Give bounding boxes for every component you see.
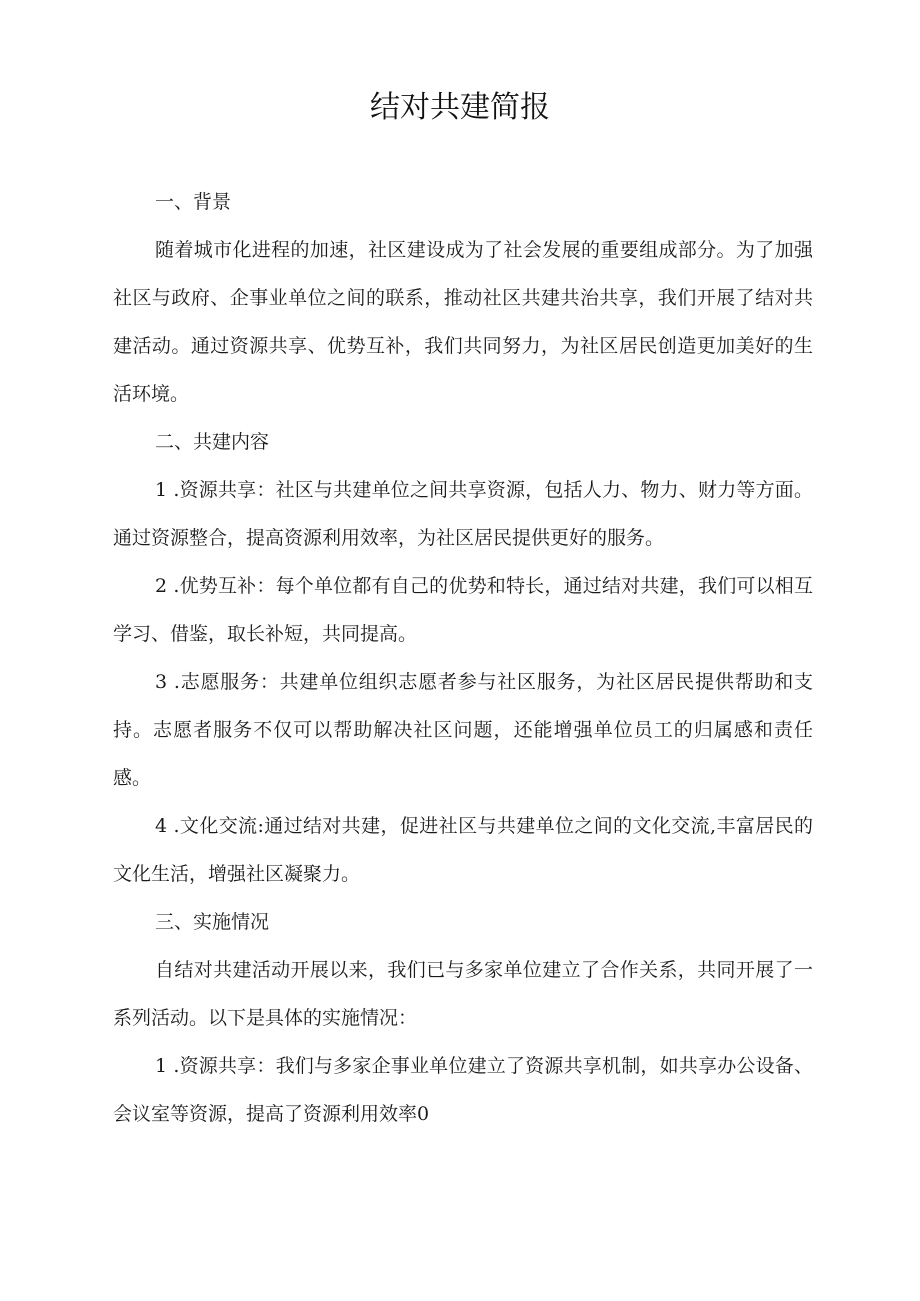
content-item-2: 2 .优势互补：每个单位都有自己的优势和特长，通过结对共建，我们可以相互学习、借鉴，取长补短，共同提高。 — [113, 575, 813, 645]
content-item-1: 1 .资源共享：社区与共建单位之间共享资源，包括人力、物力、财力等方面。通过资源整合，提高资源利用效率，为社区居民提供更好的服务。 — [113, 479, 813, 549]
document-title: 结对共建简报 — [370, 90, 550, 125]
content-item-3: 3 .志愿服务：共建单位组织志愿者参与社区服务，为社区居民提供帮助和支持。志愿者服务不仅可以帮助解决社区问题，还能增强单位员工的归属感和责任感。 — [113, 671, 813, 789]
section-heading-background: 一、背景 — [155, 191, 232, 213]
document-body — [113, 178, 813, 1138]
background-paragraph: 随着城市化进程的加速，社区建设成为了社会发展的重要组成部分。为了加强社区与政府、企事业单位之间的联系，推动社区共建共治共享，我们开展了结对共建活动。通过资源共享、优势互补，我们共同努力，为社区居民创造更加美好的生活环境。 — [113, 239, 813, 405]
section-heading-implementation: 三、实施情况 — [155, 911, 270, 933]
implementation-item-1: 1 .资源共享：我们与多家企事业单位建立了资源共享机制，如共享办公设备、会议室等资源，提高了资源利用效率0 — [113, 1055, 813, 1125]
implementation-paragraph: 自结对共建活动开展以来，我们已与多家单位建立了合作关系，共同开展了一系列活动。以下是具体的实施情况： — [113, 959, 813, 1029]
content-item-4: 4 .文化交流:通过结对共建，促进社区与共建单位之间的文化交流,丰富居民的文化生活，增强社区凝聚力。 — [113, 815, 813, 885]
section-heading-content: 二、共建内容 — [155, 431, 270, 453]
